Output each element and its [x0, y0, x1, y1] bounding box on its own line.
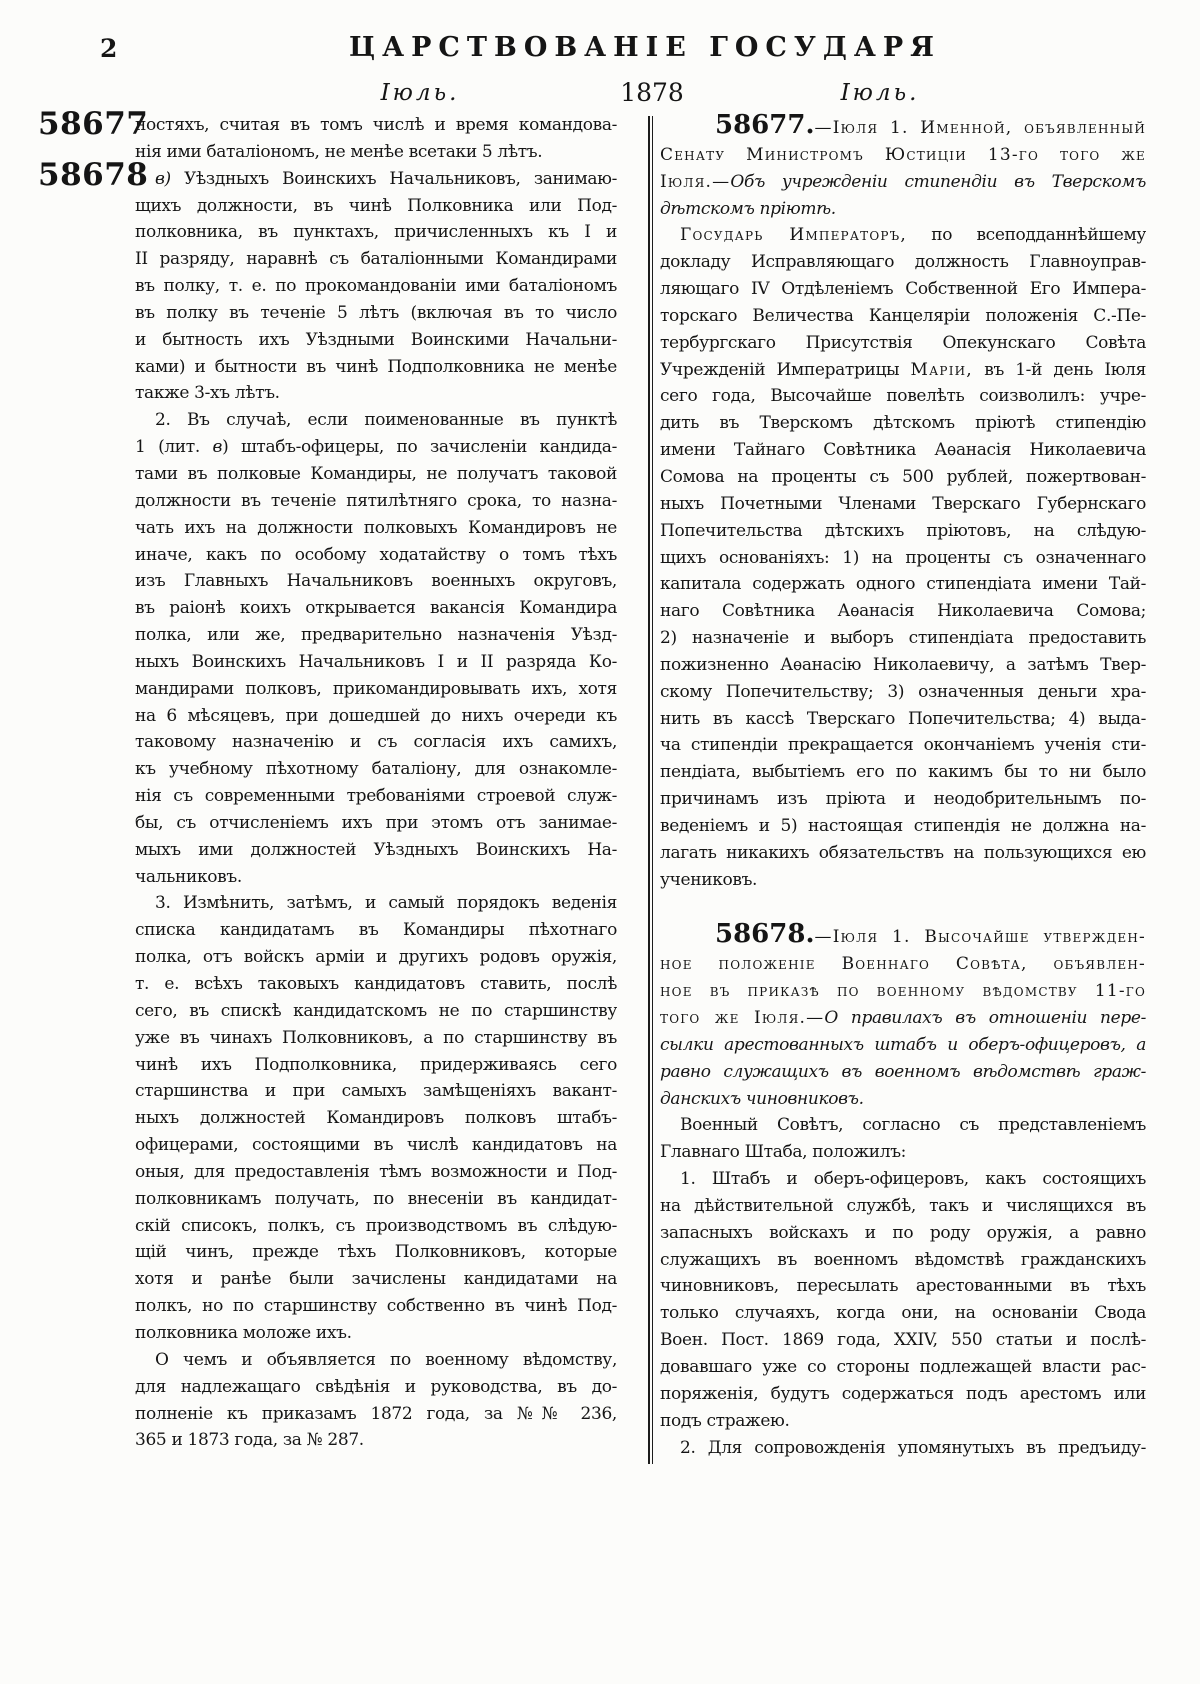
- text-line: [660, 706, 1146, 733]
- text-segment: на дѣйствительной службѣ, такъ и числящихся въ: [660, 1195, 1146, 1216]
- text-segment: в): [155, 168, 185, 189]
- paragraph: [135, 1347, 617, 1454]
- text-segment: въ полку, т. е. по прокомандованіи ими баталіономъ: [135, 276, 617, 297]
- text-segment: подъ стражею.: [660, 1410, 790, 1431]
- text-line: [660, 1247, 1146, 1274]
- text-line: [135, 837, 617, 864]
- text-segment: запасныхъ войскахъ и по роду оружія, а равно: [660, 1222, 1146, 1243]
- text-segment: на 6 мѣсяцевъ, при дошедшей до нихъ очереди къ: [135, 705, 617, 726]
- text-line: [135, 890, 617, 917]
- text-segment: чиновниковъ, пересылать арестованными въ тѣхъ: [660, 1276, 1146, 1297]
- text-line: [135, 703, 617, 730]
- page-title: ЦАРСТВОВАНІЕ ГОСУДАРЯ: [349, 32, 941, 63]
- text-line: [135, 783, 617, 810]
- paragraph: [135, 112, 617, 166]
- text-line: [660, 330, 1146, 357]
- text-line: [135, 649, 617, 676]
- text-segment: в: [212, 437, 223, 458]
- text-segment: 1. Штабъ и оберъ-офицеровъ, какъ состоящихъ: [680, 1169, 1146, 1190]
- text-line: [135, 300, 617, 327]
- text-line: [660, 1139, 1146, 1166]
- text-segment: дить въ Тверскомъ дѣтскомъ пріютѣ стипендію: [660, 413, 1146, 434]
- text-segment: 365 и 1873 года, за № 287.: [135, 1430, 364, 1451]
- text-line: [135, 622, 617, 649]
- left-column: [135, 112, 617, 1476]
- text-line: [660, 813, 1146, 840]
- text-segment: учениковъ.: [660, 869, 758, 890]
- text-segment: О правилахъ въ отношеніи пере-: [824, 1008, 1146, 1028]
- text-segment: Сенату Министромъ Юстиціи 13-го того же: [660, 144, 1146, 165]
- text-line: [660, 491, 1146, 518]
- paragraph: [135, 407, 617, 890]
- text-segment: скій списокъ, полкъ, съ производствомъ въ слѣдую-: [135, 1215, 617, 1236]
- margin-article-number: 58677: [38, 106, 149, 142]
- text-line: [660, 276, 1146, 303]
- text-segment: ныхъ Воинскихъ Начальниковъ I и II разряда Ко-: [135, 651, 617, 672]
- text-line: [135, 434, 617, 461]
- text-line: [135, 810, 617, 837]
- text-segment: должности въ теченіе пятилѣтняго срока, то назна-: [135, 490, 617, 511]
- text-segment: Государь Императоръ,: [680, 225, 907, 246]
- running-head-year: 1878: [620, 78, 684, 107]
- text-segment: нія съ современными требованіями строевой служ-: [135, 786, 617, 807]
- text-line: [660, 1220, 1146, 1247]
- text-line: [660, 732, 1146, 759]
- text-segment: равно служащихъ въ военномъ вѣдомствѣ граж-: [660, 1061, 1146, 1082]
- text-segment: 3. Измѣнить, затѣмъ, и самый порядокъ веденія: [155, 893, 617, 914]
- text-segment: мыхъ ими должностей Уѣздныхъ Воинскихъ На-: [135, 839, 617, 860]
- text-segment: имени Тайнаго Совѣтника Аѳанасія Николаевича: [660, 440, 1146, 461]
- text-line: [660, 357, 1146, 384]
- text-line: [135, 380, 617, 407]
- text-line: [660, 867, 1146, 894]
- paragraph: [660, 222, 1146, 893]
- paragraph: [660, 112, 1146, 222]
- text-segment: наго Совѣтника Аѳанасія Николаевича Сомова;: [660, 601, 1146, 622]
- text-line: [660, 303, 1146, 330]
- text-line: [660, 249, 1146, 276]
- text-segment: скому Попечительству; 3) означенныя деньги хра-: [660, 681, 1146, 702]
- text-segment: 2. Въ случаѣ, если поименованные въ пунктѣ: [155, 410, 617, 431]
- text-line: [660, 169, 1146, 196]
- text-line: [660, 1273, 1146, 1300]
- text-segment: причинамъ изъ пріюта и неодобрительнымъ по-: [660, 789, 1146, 810]
- text-segment: торскаго Величества Канцеляріи положенія С.-Пе-: [660, 305, 1146, 326]
- text-line: [660, 383, 1146, 410]
- text-line: [135, 219, 617, 246]
- text-segment: оныя, для предоставленія тѣмъ возможности и Под-: [135, 1161, 617, 1182]
- text-line: [660, 1166, 1146, 1193]
- paragraph: [660, 1166, 1146, 1434]
- text-line: [660, 951, 1146, 978]
- text-segment: Учрежденій Императрицы: [660, 359, 911, 380]
- text-segment: мандирами полковъ, прикомандировывать ихъ, хотя: [135, 678, 617, 699]
- text-line: [135, 1052, 617, 1079]
- text-segment: Главнаго Штаба, положилъ:: [660, 1142, 907, 1163]
- text-line: [135, 407, 617, 434]
- text-segment: т. е. всѣхъ таковыхъ кандидатовъ ставить, послѣ: [135, 974, 617, 994]
- text-segment: ныхъ должностей Командировъ полковъ штабъ-: [135, 1108, 617, 1129]
- text-segment: 2) назначеніе и выборъ стипендіата предоставить: [660, 628, 1146, 649]
- right-column: [660, 112, 1146, 1476]
- text-line: [660, 786, 1146, 813]
- text-line: [660, 196, 1146, 223]
- text-segment: хотя и ранѣе были зачислены кандидатами на: [135, 1269, 617, 1290]
- text-line: [660, 598, 1146, 625]
- text-line: [135, 542, 617, 569]
- text-segment: ное въ приказѣ по военному вѣдомству 11-го: [660, 981, 1146, 1002]
- text-line: [135, 1025, 617, 1052]
- text-segment: Іюля.—: [660, 171, 731, 192]
- text-segment: сего года, Высочайше повелѣть соизволилъ: учре-: [660, 386, 1146, 407]
- text-segment: Объ учрежденіи стипендіи въ Тверскомъ: [730, 171, 1146, 192]
- text-line: [135, 1132, 617, 1159]
- text-line: [660, 1354, 1146, 1381]
- text-segment: полненіе къ приказамъ 1872 года, за №№ 236,: [135, 1403, 617, 1424]
- text-line: [135, 595, 617, 622]
- text-segment: къ учебному пѣхотному баталіону, для ознакомле-: [135, 759, 617, 780]
- text-line: [660, 518, 1146, 545]
- text-line: [135, 1320, 617, 1347]
- text-segment: того же Іюля.—: [660, 1008, 825, 1028]
- text-line: [135, 917, 617, 944]
- text-line: [135, 1105, 617, 1132]
- text-line: [135, 1347, 617, 1374]
- text-line: [135, 1078, 617, 1105]
- text-line: [135, 166, 617, 193]
- text-segment: также 3-хъ лѣтъ.: [135, 383, 280, 404]
- text-segment: таковому назначенію и съ согласія ихъ самихъ,: [135, 732, 617, 753]
- text-line: [660, 1193, 1146, 1220]
- text-segment: по всеподданнѣйшему: [906, 225, 1146, 246]
- text-segment: Сомова на проценты съ 500 рублей, пожертвован-: [660, 466, 1146, 487]
- text-line: [135, 729, 617, 756]
- text-segment: —Іюля 1. Именной, объявленный: [814, 118, 1146, 138]
- text-segment: пожизненно Аѳанасію Николаевичу, а затѣмъ Твер-: [660, 654, 1146, 675]
- text-segment: въ 1-й день Іюля: [972, 359, 1146, 380]
- margin-article-number: 58678: [38, 157, 149, 193]
- text-segment: Военный Совѣтъ, согласно съ представленіемъ: [680, 1115, 1146, 1136]
- running-head-month-right: Іюль.: [840, 80, 920, 106]
- running-head-month-left: Іюль.: [380, 80, 460, 106]
- text-segment: только случаяхъ, когда они, на основаніи Свода: [660, 1303, 1146, 1324]
- text-segment: ками) и бытности въ чинѣ Подполковника не менѣе: [135, 356, 617, 377]
- text-segment: иначе, какъ по особому ходатайству о томъ тѣхъ: [135, 544, 617, 565]
- text-segment: чинѣ ихъ Подполковника, придерживаясь сего: [135, 1054, 617, 1075]
- text-segment: сего, въ спискѣ кандидатскомъ не по старшинству: [135, 1000, 617, 1021]
- text-segment: офицерами, состоящими въ числѣ кандидатовъ на: [135, 1135, 617, 1156]
- text-line: [660, 759, 1146, 786]
- text-segment: чальниковъ.: [135, 866, 242, 887]
- text-segment: щій чинъ, прежде тѣхъ Полковниковъ, которые: [135, 1242, 617, 1263]
- text-line: [135, 1159, 617, 1186]
- text-segment: полка, отъ войскъ арміи и другихъ родовъ оружія,: [135, 947, 617, 968]
- text-line: [660, 1112, 1146, 1139]
- paragraph: [135, 166, 617, 408]
- text-line: [135, 515, 617, 542]
- paragraph: [660, 1435, 1146, 1462]
- text-segment: поряженія, будутъ содержаться подъ арестомъ или: [660, 1383, 1146, 1404]
- text-line: [135, 1374, 617, 1401]
- article-number: 58678.: [715, 919, 815, 950]
- text-segment: О чемъ и объявляется по военному вѣдомству,: [155, 1349, 617, 1370]
- text-line: [135, 273, 617, 300]
- text-line: [660, 545, 1146, 572]
- text-line: [135, 568, 617, 595]
- text-segment: докладу Исправляющаго должность Главноуправ-: [660, 252, 1146, 273]
- column-divider-rule: [648, 116, 653, 1464]
- text-segment: изъ Главныхъ Начальниковъ военныхъ округовъ,: [135, 571, 617, 592]
- text-line: [135, 461, 617, 488]
- text-segment: для надлежащаго свѣдѣнія и руководства, въ до-: [135, 1376, 617, 1397]
- text-line: [135, 971, 617, 998]
- text-segment: полковника, въ пунктахъ, причисленныхъ къ I и: [135, 222, 617, 243]
- text-segment: лагать никакихъ обязательствъ на пользующихся ею: [660, 842, 1146, 863]
- text-segment: данскихъ чиновниковъ.: [660, 1088, 864, 1109]
- page-number: 2: [100, 34, 118, 63]
- text-line: [660, 1381, 1146, 1408]
- text-segment: ) штабъ-офицеры, по зачисленіи кандида-: [222, 437, 617, 458]
- text-segment: полкъ, но по старшинству собственно въ чинѣ Под-: [135, 1296, 617, 1317]
- text-line: [135, 327, 617, 354]
- text-segment: полковникамъ получать, по внесеніи въ кандидат-: [135, 1188, 617, 1209]
- text-segment: нить въ кассѣ Тверскаго Попечительства; 4) выда-: [660, 708, 1146, 729]
- text-segment: нія ими баталіономъ, не менѣе всетаки 5 лѣтъ.: [135, 141, 543, 162]
- text-line: [660, 571, 1146, 598]
- text-segment: въ раіонѣ коихъ открывается вакансія Командира: [135, 598, 617, 619]
- text-line: [660, 1086, 1146, 1113]
- text-line: [135, 1186, 617, 1213]
- text-segment: полковника моложе ихъ.: [135, 1322, 352, 1343]
- text-segment: и бытность ихъ Уѣздными Воинскими Начальни-: [135, 329, 617, 350]
- text-line: [660, 625, 1146, 652]
- text-segment: Маріи,: [910, 359, 973, 380]
- text-line: [660, 1408, 1146, 1435]
- text-segment: уже въ чинахъ Полковниковъ, а по старшинству въ: [135, 1027, 617, 1048]
- text-line: [135, 1266, 617, 1293]
- text-line: [135, 676, 617, 703]
- text-line: [135, 1401, 617, 1428]
- text-line: [660, 1435, 1146, 1462]
- text-segment: тами въ полковые Командиры, не получатъ таковой: [135, 463, 617, 484]
- text-line: [660, 1300, 1146, 1327]
- text-segment: ча стипендіи прекращается окончаніемъ ученія сти-: [660, 735, 1146, 756]
- text-segment: чать ихъ на должности полковыхъ Командировъ не: [135, 517, 617, 538]
- text-line: [135, 1213, 617, 1240]
- text-line: [660, 978, 1146, 1005]
- text-segment: старшинства и при самыхъ замѣщеніяхъ вакант-: [135, 1081, 617, 1102]
- text-line: [660, 1005, 1146, 1032]
- text-segment: щихъ основаніяхъ: 1) на проценты съ означеннаго: [660, 547, 1146, 568]
- text-segment: довавшаго уже со стороны подлежащей власти рас-: [660, 1356, 1146, 1377]
- text-segment: полка, или же, предварительно назначенія Уѣзд-: [135, 625, 617, 646]
- text-line: [660, 652, 1146, 679]
- text-segment: 2. Для сопровожденія упомянутыхъ въ предъиду-: [680, 1437, 1146, 1458]
- text-line: [660, 921, 1146, 951]
- text-line: [135, 246, 617, 273]
- text-line: [660, 437, 1146, 464]
- text-line: [660, 222, 1146, 249]
- text-segment: служащихъ въ военномъ вѣдомствѣ гражданскихъ: [660, 1249, 1146, 1270]
- text-line: [135, 488, 617, 515]
- text-segment: Попечительства дѣтскихъ пріютовъ, на слѣдую-: [660, 520, 1146, 541]
- text-line: [660, 112, 1146, 142]
- text-segment: 1 (лит.: [135, 437, 213, 458]
- text-line: [660, 679, 1146, 706]
- text-line: [135, 354, 617, 381]
- text-line: [660, 1032, 1146, 1059]
- text-segment: ное положеніе Военнаго Совѣта, объявлен-: [660, 954, 1146, 975]
- text-segment: Уѣздныхъ Воинскихъ Начальниковъ, занимаю-: [184, 168, 617, 189]
- text-line: [660, 142, 1146, 169]
- text-segment: II разряду, наравнѣ съ баталіонными Командирами: [135, 249, 617, 270]
- text-line: [135, 944, 617, 971]
- text-line: [135, 193, 617, 220]
- text-segment: щихъ должности, въ чинѣ Полковника или Под-: [135, 195, 617, 216]
- text-line: [135, 112, 617, 139]
- paragraph: [135, 890, 617, 1346]
- text-segment: бы, съ отчисленіемъ ихъ при этомъ отъ занимае-: [135, 812, 617, 833]
- text-line: [135, 998, 617, 1025]
- text-segment: Воен. Пост. 1869 года, XXIV, 550 статьи и послѣ-: [660, 1330, 1146, 1351]
- text-line: [660, 464, 1146, 491]
- text-segment: веденіемъ и 5) настоящая стипендія не должна на-: [660, 815, 1146, 836]
- text-segment: списка кандидатамъ въ Командиры пѣхотнаго: [135, 920, 617, 941]
- text-segment: ляющаго IV Отдѣленіемъ Собственной Его Импера-: [660, 279, 1146, 300]
- text-line: [660, 840, 1146, 867]
- text-segment: сылки арестованныхъ штабъ и оберъ-офицеровъ, а: [660, 1034, 1146, 1055]
- text-line: [660, 1059, 1146, 1086]
- text-line: [135, 1239, 617, 1266]
- text-segment: тербургскаго Присутствія Опекунскаго Совѣта: [660, 332, 1146, 353]
- text-segment: —Іюля 1. Высочайше утвержден-: [814, 927, 1146, 948]
- text-segment: ныхъ Почетными Членами Тверскаго Губернскаго: [660, 493, 1146, 514]
- article-number: 58677.: [715, 112, 815, 140]
- text-line: [135, 864, 617, 891]
- text-line: [135, 1293, 617, 1320]
- text-line: [135, 756, 617, 783]
- text-segment: капитала содержать одного стипендіата имени Тай-: [660, 574, 1146, 595]
- text-segment: въ полку въ теченіе 5 лѣтъ (включая въ то число: [135, 302, 617, 323]
- text-line: [660, 1327, 1146, 1354]
- text-segment: ностяхъ, считая въ томъ числѣ и время командова-: [135, 115, 617, 135]
- text-segment: дѣтскомъ пріютѣ.: [660, 198, 836, 219]
- text-segment: пендіата, выбытіемъ его по какимъ бы то ни было: [660, 762, 1146, 783]
- paragraph: [660, 921, 1146, 1112]
- text-line: [135, 139, 617, 166]
- text-line: [135, 1427, 617, 1454]
- text-line: [660, 410, 1146, 437]
- paragraph: [660, 1112, 1146, 1166]
